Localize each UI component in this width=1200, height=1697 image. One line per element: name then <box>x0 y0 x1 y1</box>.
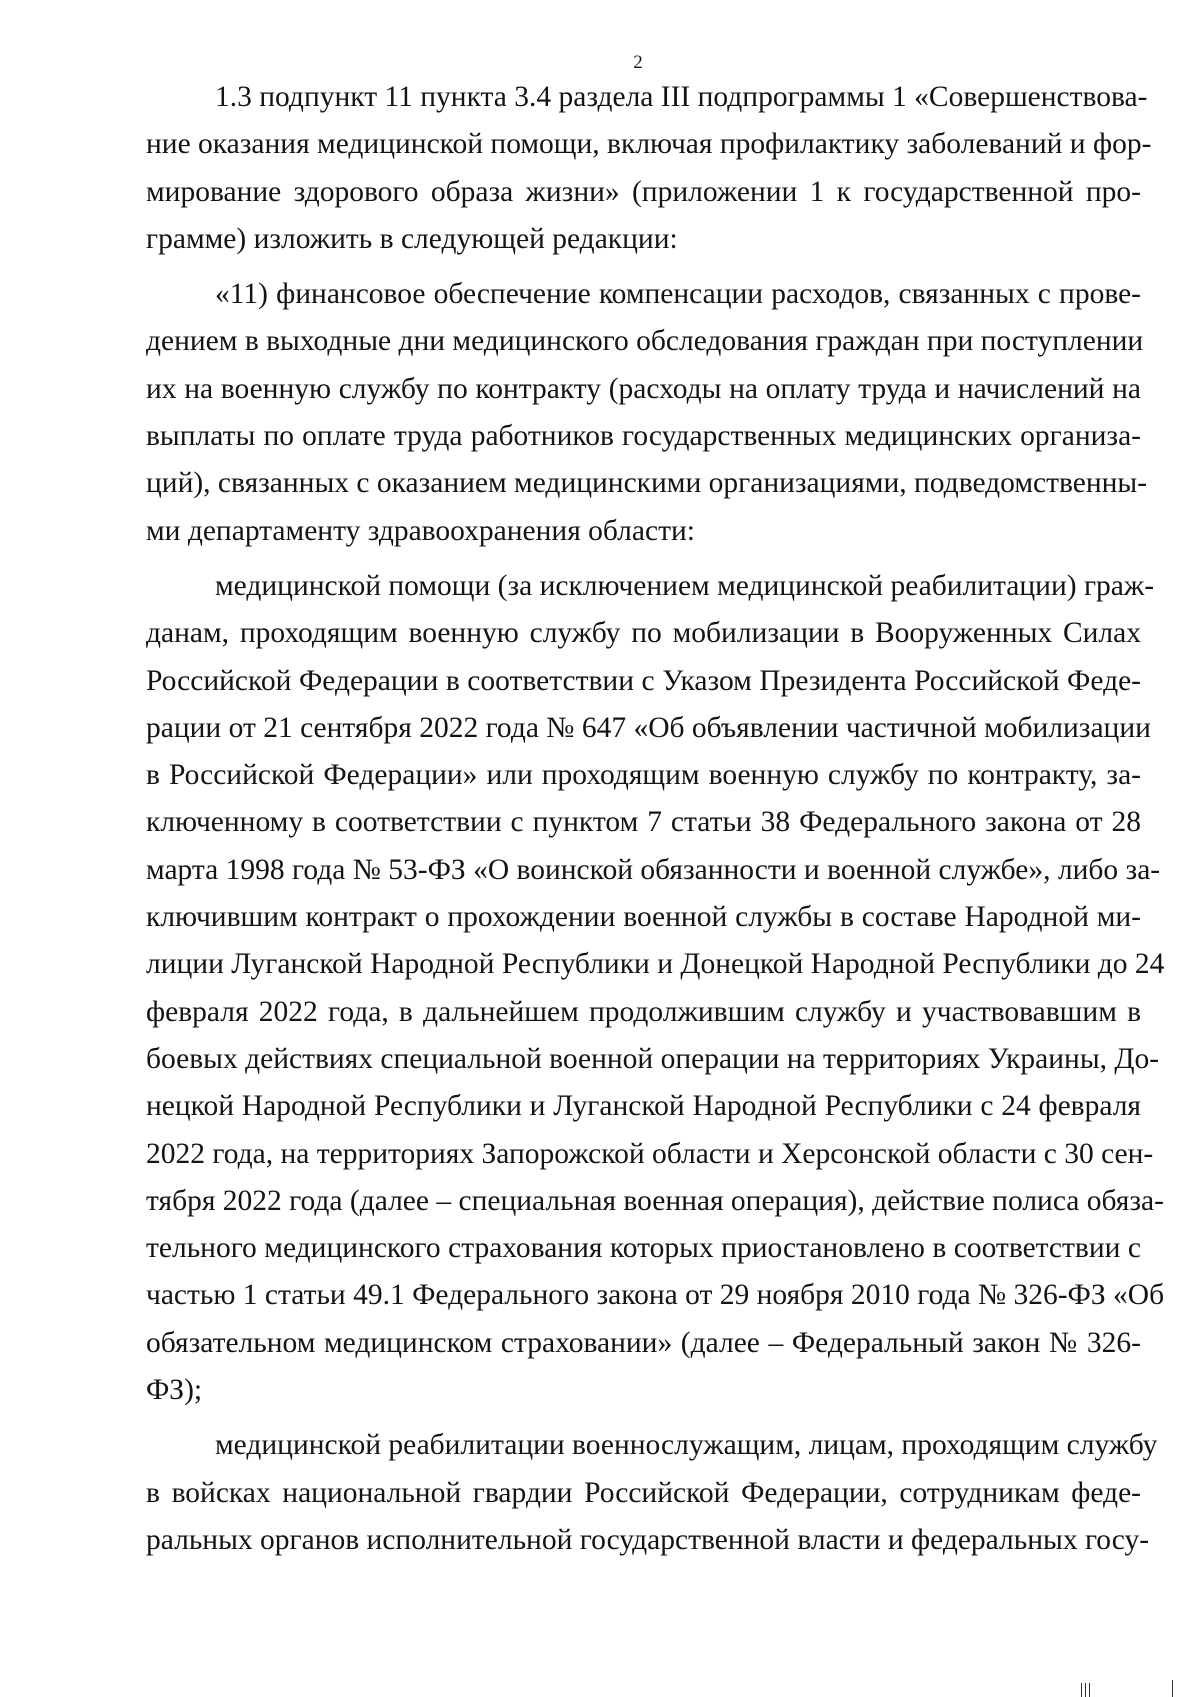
text-line: ми департаменту здравоохранения области: <box>146 514 695 547</box>
text-line: грамме) изложить в следующей редакции: <box>146 222 678 255</box>
document-body <box>146 74 1165 1564</box>
paragraph <box>146 1422 1158 1564</box>
text-line: ключившим контракт о прохождении военной службы в составе Народной ми- <box>146 901 1141 934</box>
text-line: ций), связанных с оказанием медицинскими организациями, подведомственны- <box>146 467 1148 500</box>
text-line: тября 2022 года (далее – специальная военная операция), действие полиса обяза- <box>146 1184 1164 1217</box>
text-line: 1.3 подпункт 11 пункта 3.4 раздела III подпрограммы 1 «Совершенствова- <box>215 81 1148 113</box>
paragraph <box>146 74 1152 263</box>
text-line: их на военную службу по контракту (расходы на оплату труда и начислений на <box>146 372 1141 405</box>
text-line: ФЗ); <box>146 1374 203 1407</box>
text-line: лиции Луганской Народной Республики и Донецкой Народной Республики до 24 <box>146 948 1165 981</box>
scan-artifact <box>1085 1683 1086 1697</box>
text-line: ключенному в соответствии с пунктом 7 статьи 38 Федерального закона от 28 <box>146 806 1141 839</box>
text-line: медицинской реабилитации военнослужащим, лицам, проходящим службу <box>215 1429 1158 1462</box>
text-line: Российской Федерации в соответствии с Указом Президента Российской Феде- <box>146 664 1141 697</box>
text-line: боевых действиях специальной военной операции на территориях Украины, До- <box>146 1042 1160 1075</box>
text-line: частью 1 статьи 49.1 Федерального закона от 29 ноября 2010 года № 326-ФЗ «Об <box>146 1279 1165 1312</box>
text-line: выплаты по оплате труда работников государственных медицинских организа- <box>146 420 1141 453</box>
text-line: в Российской Федерации» или проходящим военную службу по контракту, за- <box>146 759 1141 792</box>
paragraph-gap <box>146 1414 1141 1422</box>
text-line: ние оказания медицинской помощи, включая профилактику заболеваний и фор- <box>146 128 1152 161</box>
paragraph-gap <box>146 263 1141 271</box>
text-line: рации от 21 сентября 2022 года № 647 «Об объявлении частичной мобилизации <box>146 711 1151 744</box>
text-line: обязательном медицинском страховании» (далее – Федеральный закон № 326- <box>146 1326 1141 1359</box>
text-line: дением в выходные дни медицинского обследования граждан при поступлении <box>146 325 1144 358</box>
page-number: 2 <box>633 52 643 73</box>
text-line: медицинской помощи (за исключением медицинской реабилитации) граж- <box>215 569 1155 602</box>
paragraph <box>146 563 1165 1414</box>
text-line: ральных органов исполнительной государственной власти и федеральных госу- <box>146 1523 1150 1556</box>
text-line: «11) финансовое обеспечение компенсации расходов, связанных с прове- <box>215 278 1141 311</box>
scan-artifact <box>1081 1683 1082 1697</box>
paragraph-gap <box>146 555 1141 563</box>
text-line: февраля 2022 года, в дальнейшем продолжившим службу и участвовавшим в <box>146 995 1141 1028</box>
text-line: данам, проходящим военную службу по мобилизации в Вооруженных Силах <box>146 617 1141 650</box>
paragraph <box>146 271 1148 555</box>
text-line: 2022 года, на территориях Запорожской области и Херсонской области с 30 сен- <box>146 1137 1154 1170</box>
text-line: марта 1998 года № 53-ФЗ «О воинской обязанности и военной службе», либо за- <box>146 853 1161 886</box>
scan-artifact <box>1172 1680 1173 1697</box>
text-line: тельного медицинского страхования которых приостановлено в соответствии с <box>146 1232 1141 1265</box>
text-line: нецкой Народной Республики и Луганской Народной Республики с 24 февраля <box>146 1090 1141 1123</box>
text-line: мирование здорового образа жизни» (приложении 1 к государственной про- <box>146 175 1141 208</box>
scan-artifact <box>1089 1683 1090 1697</box>
text-line: в войсках национальной гвардии Российской Федерации, сотрудникам феде- <box>146 1476 1141 1509</box>
